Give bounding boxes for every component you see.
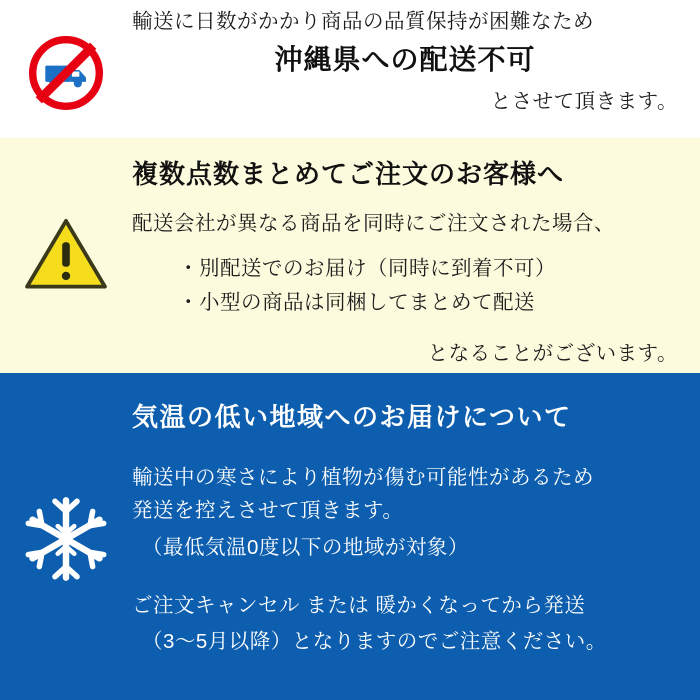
multiple-items-lead: 配送会社が異なる商品を同時にご注文された場合、 (132, 211, 615, 235)
warning-triangle-icon (24, 216, 108, 290)
multiple-items-bullet-list (132, 252, 678, 320)
multiple-items-icon-column (0, 138, 132, 290)
cold-region-heading: 気温の低い地域へのお届けについて (132, 402, 572, 432)
multiple-items-heading: 複数点数まとめてご注文のお客様へ (132, 159, 565, 189)
okinawa-headline: 沖縄県への配送不可 (274, 43, 536, 75)
cold-region-paragraph2-line1: ご注文キャンセル または 暖かくなってから発送 (132, 594, 586, 618)
cold-region-icon-column (0, 373, 132, 585)
cold-region-paragraph1-line2: 発送を控えさせて頂きます。 (132, 498, 404, 522)
no-truck-icon (29, 36, 103, 110)
multiple-items-tail: となることがございます。 (427, 342, 678, 366)
okinawa-lead-text: 輸送に日数がかかり商品の品質保持が困難なため (132, 10, 594, 33)
multiple-items-text-column (132, 138, 700, 366)
list-item: ・別配送でのお届け（同時に到着不可） (178, 257, 556, 281)
section-okinawa (0, 0, 700, 138)
section-multiple-items (0, 138, 700, 373)
cold-region-paragraph1-line1: 輸送中の寒さにより植物が傷む可能性があるため (132, 465, 594, 489)
section-cold-region (0, 373, 700, 700)
cold-region-paragraph2-line2: （3〜5月以降）となりますのでご注意ください。 (142, 630, 607, 654)
cold-region-note: （最低気温0度以下の地域が対象） (142, 536, 469, 560)
snowflake-icon (20, 493, 112, 585)
okinawa-icon-column (0, 0, 132, 110)
cold-region-text-column (132, 373, 700, 658)
okinawa-text-column (132, 0, 700, 114)
okinawa-tail-text: とさせて頂きます。 (490, 90, 678, 114)
list-item: ・小型の商品は同梱してまとめて配送 (178, 291, 535, 315)
